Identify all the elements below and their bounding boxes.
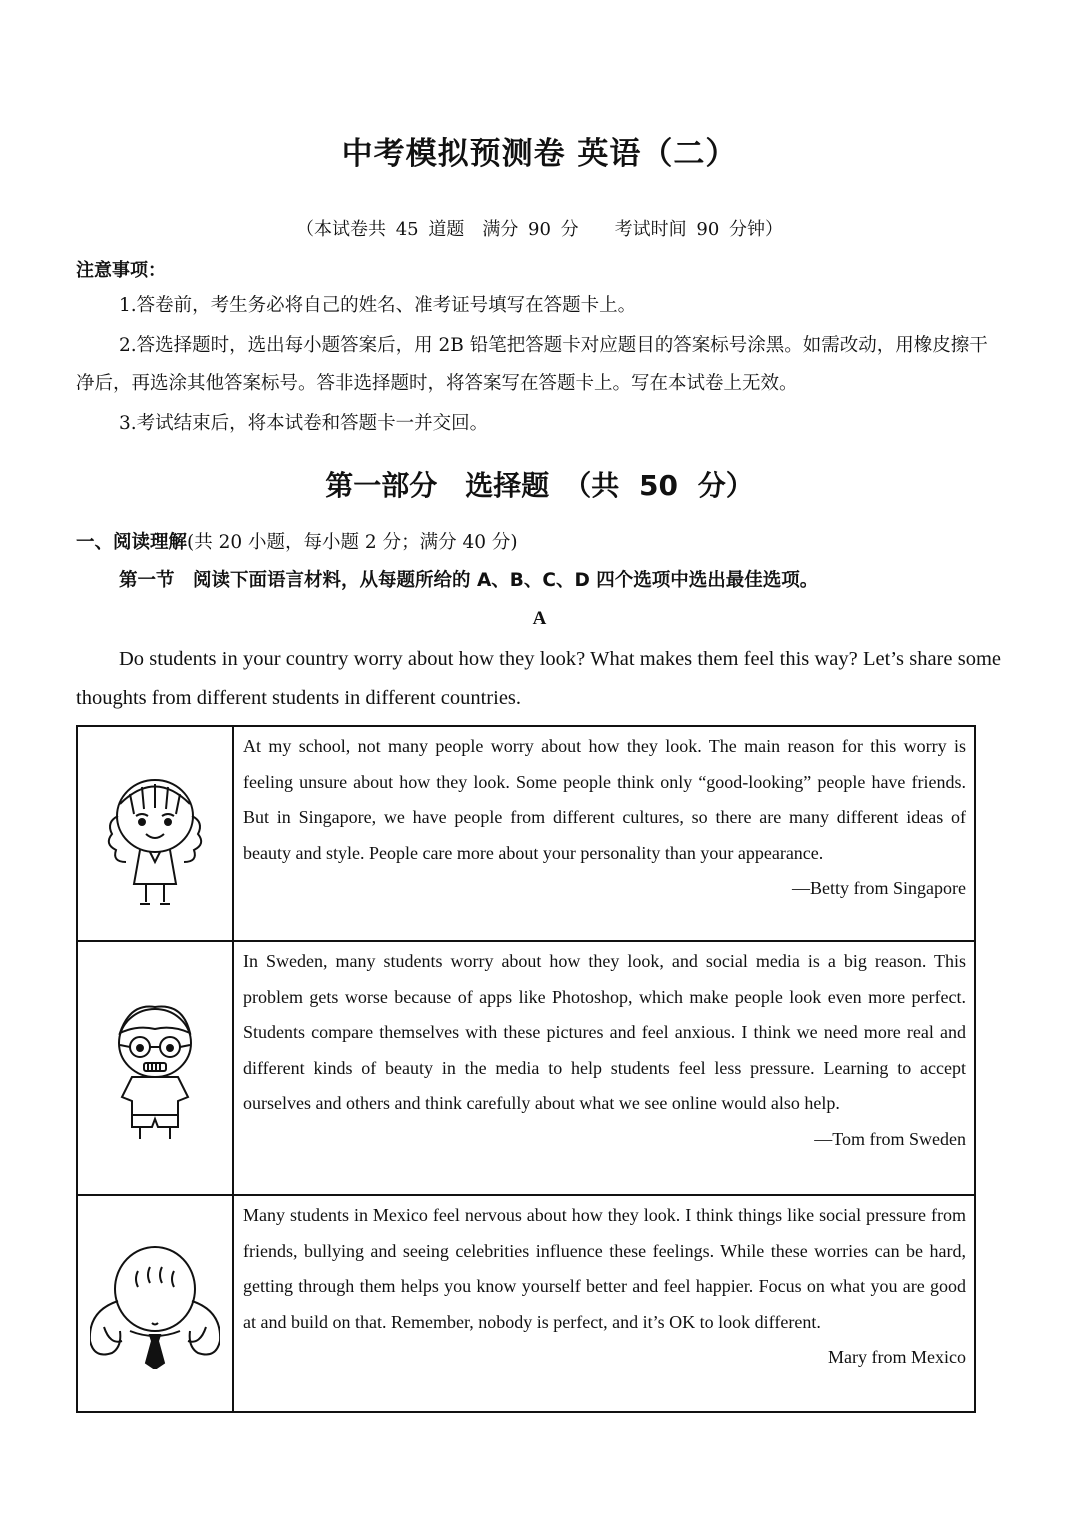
mary-illustration-cell xyxy=(77,1195,233,1412)
note-item-1: 1.答卷前，考生务必将自己的姓名、准考证号填写在答题卡上。 xyxy=(119,295,637,316)
testimonial-signature: —Tom from Sweden xyxy=(814,1128,966,1149)
testimonial-row-tom xyxy=(77,941,975,1195)
sub-section-heading: 第一节 阅读下面语言材料，从每题所给的 A、B、C、D 四个选项中选出最佳选项。 xyxy=(119,570,819,591)
testimonial-text: In Sweden, many students worry about how they look, and social media is a big reason. This problem gets worse because of apps like Photoshop, which make people look even more perfect. Students compare themselves with these pictures and feel anxious. I think we need more real and different kinds of beauty in the media to help students feel less pressure. Learning to accept ourselves and others and think carefully about what we see online would also help. xyxy=(243,951,966,1113)
part-one-heading: 第一部分 选择题 （共 50 分） xyxy=(325,469,754,502)
notes-heading: 注意事项： xyxy=(76,260,166,281)
passage-intro: Do students in your country worry about how they look? What makes them feel this way? Let’s share some thoughts from different students in different countries. xyxy=(76,648,1001,709)
section-title: 一、阅读理解 xyxy=(76,532,188,553)
note-item-3: 3.考试结束后，将本试卷和答题卡一并交回。 xyxy=(119,413,489,434)
mary-text-cell xyxy=(233,1195,975,1412)
tom-illustration-cell xyxy=(77,941,233,1195)
note-item-2: 2.答选择题时，选出每小题答案后，用 2B 铅笔把答题卡对应题目的答案标号涂黑。如需改动，用橡皮擦干净后，再选涂其他答案标号。答非选择题时，将答案写在答题卡上。写在本试卷上无效。 xyxy=(76,335,988,394)
testimonial-text: At my school, not many people worry about how they look. The main reason for this worry is feeling unsure about how they look. Some people think only “good-looking” people have friends. But in Singapore, we have people from different cultures, so there are many different ideas of beauty and style. People care more about your personality than your appearance. xyxy=(243,736,966,863)
boy-cartoon-icon xyxy=(100,993,210,1143)
girl-pigtails-cartoon-icon xyxy=(90,1239,220,1369)
tom-text-cell xyxy=(233,941,975,1195)
section-info: (共 20 小题，每小题 2 分；满分 40 分) xyxy=(187,532,518,553)
exam-title: 中考模拟预测卷 英语（二） xyxy=(341,136,738,172)
section-heading xyxy=(76,528,518,554)
passage-label: A xyxy=(532,608,547,629)
betty-illustration-cell xyxy=(77,726,233,941)
betty-text-cell xyxy=(233,726,975,941)
exam-subtitle: （本试卷共 45 道题 满分 90 分 考试时间 90 分钟） xyxy=(295,219,784,240)
testimonial-text: Many students in Mexico feel nervous about how they look. I think things like social pressure from friends, bullying and seeing celebrities influence these feelings. While these worries can be hard, getting through them helps you know yourself better and feel happier. Focus on what you are good at and build on that. Remember, nobody is perfect, and it’s OK to look different. xyxy=(243,1205,966,1332)
testimonial-signature: —Betty from Singapore xyxy=(792,878,966,898)
testimonial-signature: Mary from Mexico xyxy=(828,1347,966,1367)
testimonial-row-mary xyxy=(77,1195,975,1412)
testimonial-row-betty xyxy=(77,726,975,941)
girl-cartoon-icon xyxy=(100,754,210,914)
testimonial-table xyxy=(76,725,976,1413)
